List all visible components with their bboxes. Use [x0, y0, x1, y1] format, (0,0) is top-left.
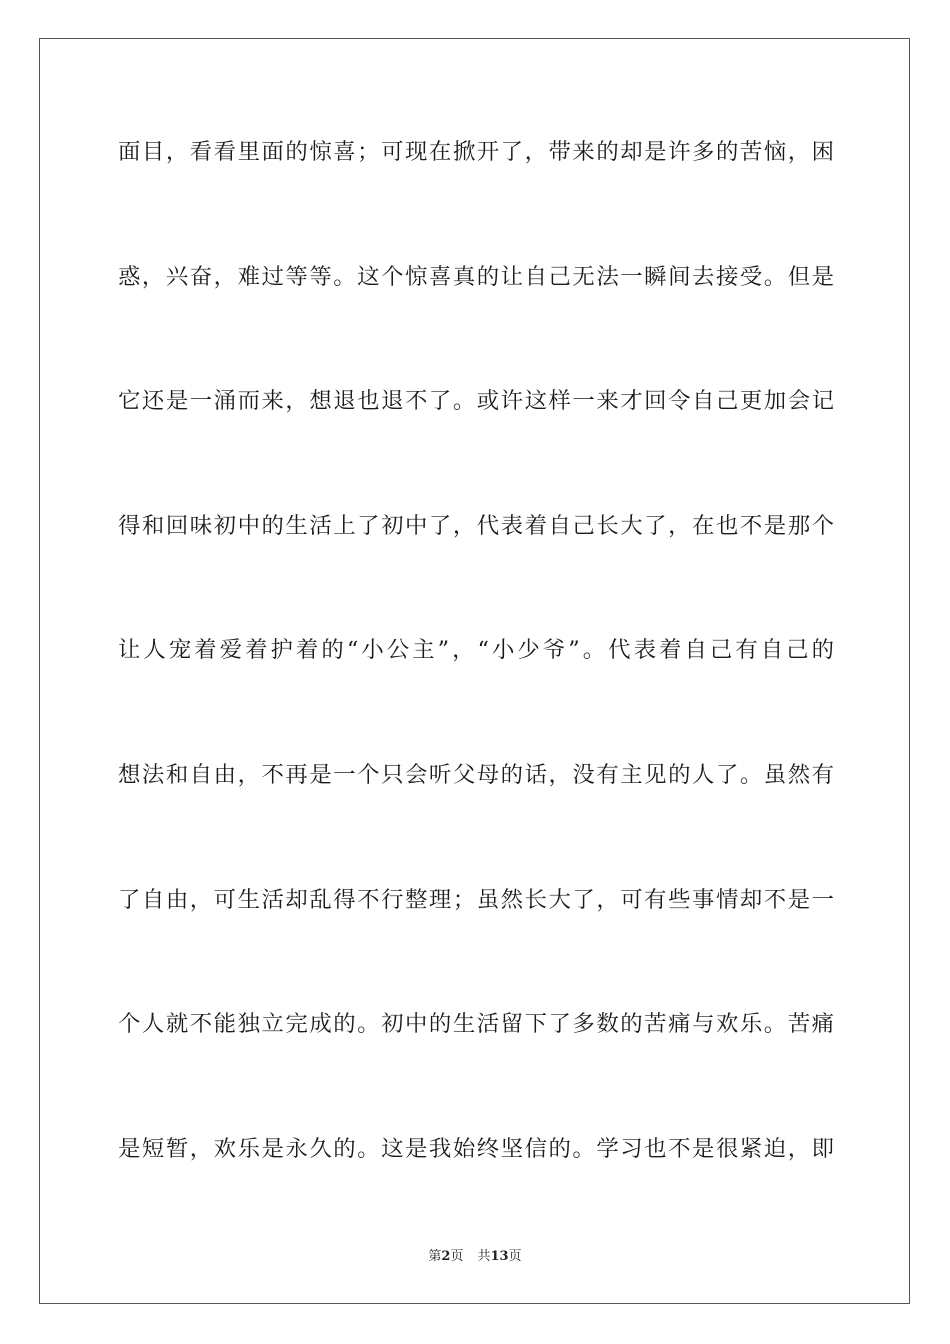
text-line: 得和回味初中的生活上了初中了，代表着自己长大了，在也不是那个 [118, 512, 834, 539]
total-suffix: 页 [508, 1249, 522, 1264]
page-suffix: 页 [450, 1249, 464, 1264]
text-line: 惑，兴奋，难过等等。这个惊喜真的让自己无法一瞬间去接受。但是 [118, 263, 834, 290]
page-footer [0, 1247, 950, 1267]
page-prefix: 第 [428, 1249, 442, 1264]
text-line: 面目，看看里面的惊喜；可现在掀开了，带来的却是许多的苦恼，困 [118, 139, 834, 165]
text-line: 个人就不能独立完成的。初中的生活留下了多数的苦痛与欢乐。苦痛 [118, 1011, 834, 1038]
text-line: 让人宠着爱着护着的“小公主”，“小少爷”。代表着自己有自己的 [118, 637, 834, 664]
total-prefix: 共 [477, 1249, 491, 1264]
current-page-number: 2 [441, 1249, 451, 1264]
text-line: 是短暂，欢乐是永久的。这是我始终坚信的。学习也不是很紧迫，即 [118, 1135, 834, 1162]
total-page-count: 13 [490, 1249, 509, 1264]
document-body [118, 124, 834, 1245]
text-line: 它还是一涌而来，想退也退不了。或许这样一来才回令自己更加会记 [118, 388, 834, 415]
text-line: 想法和自由，不再是一个只会听父母的话，没有主见的人了。虽然有 [118, 761, 834, 788]
text-line: 了自由，可生活却乱得不行整理；虽然长大了，可有些事情却不是一 [118, 886, 834, 913]
